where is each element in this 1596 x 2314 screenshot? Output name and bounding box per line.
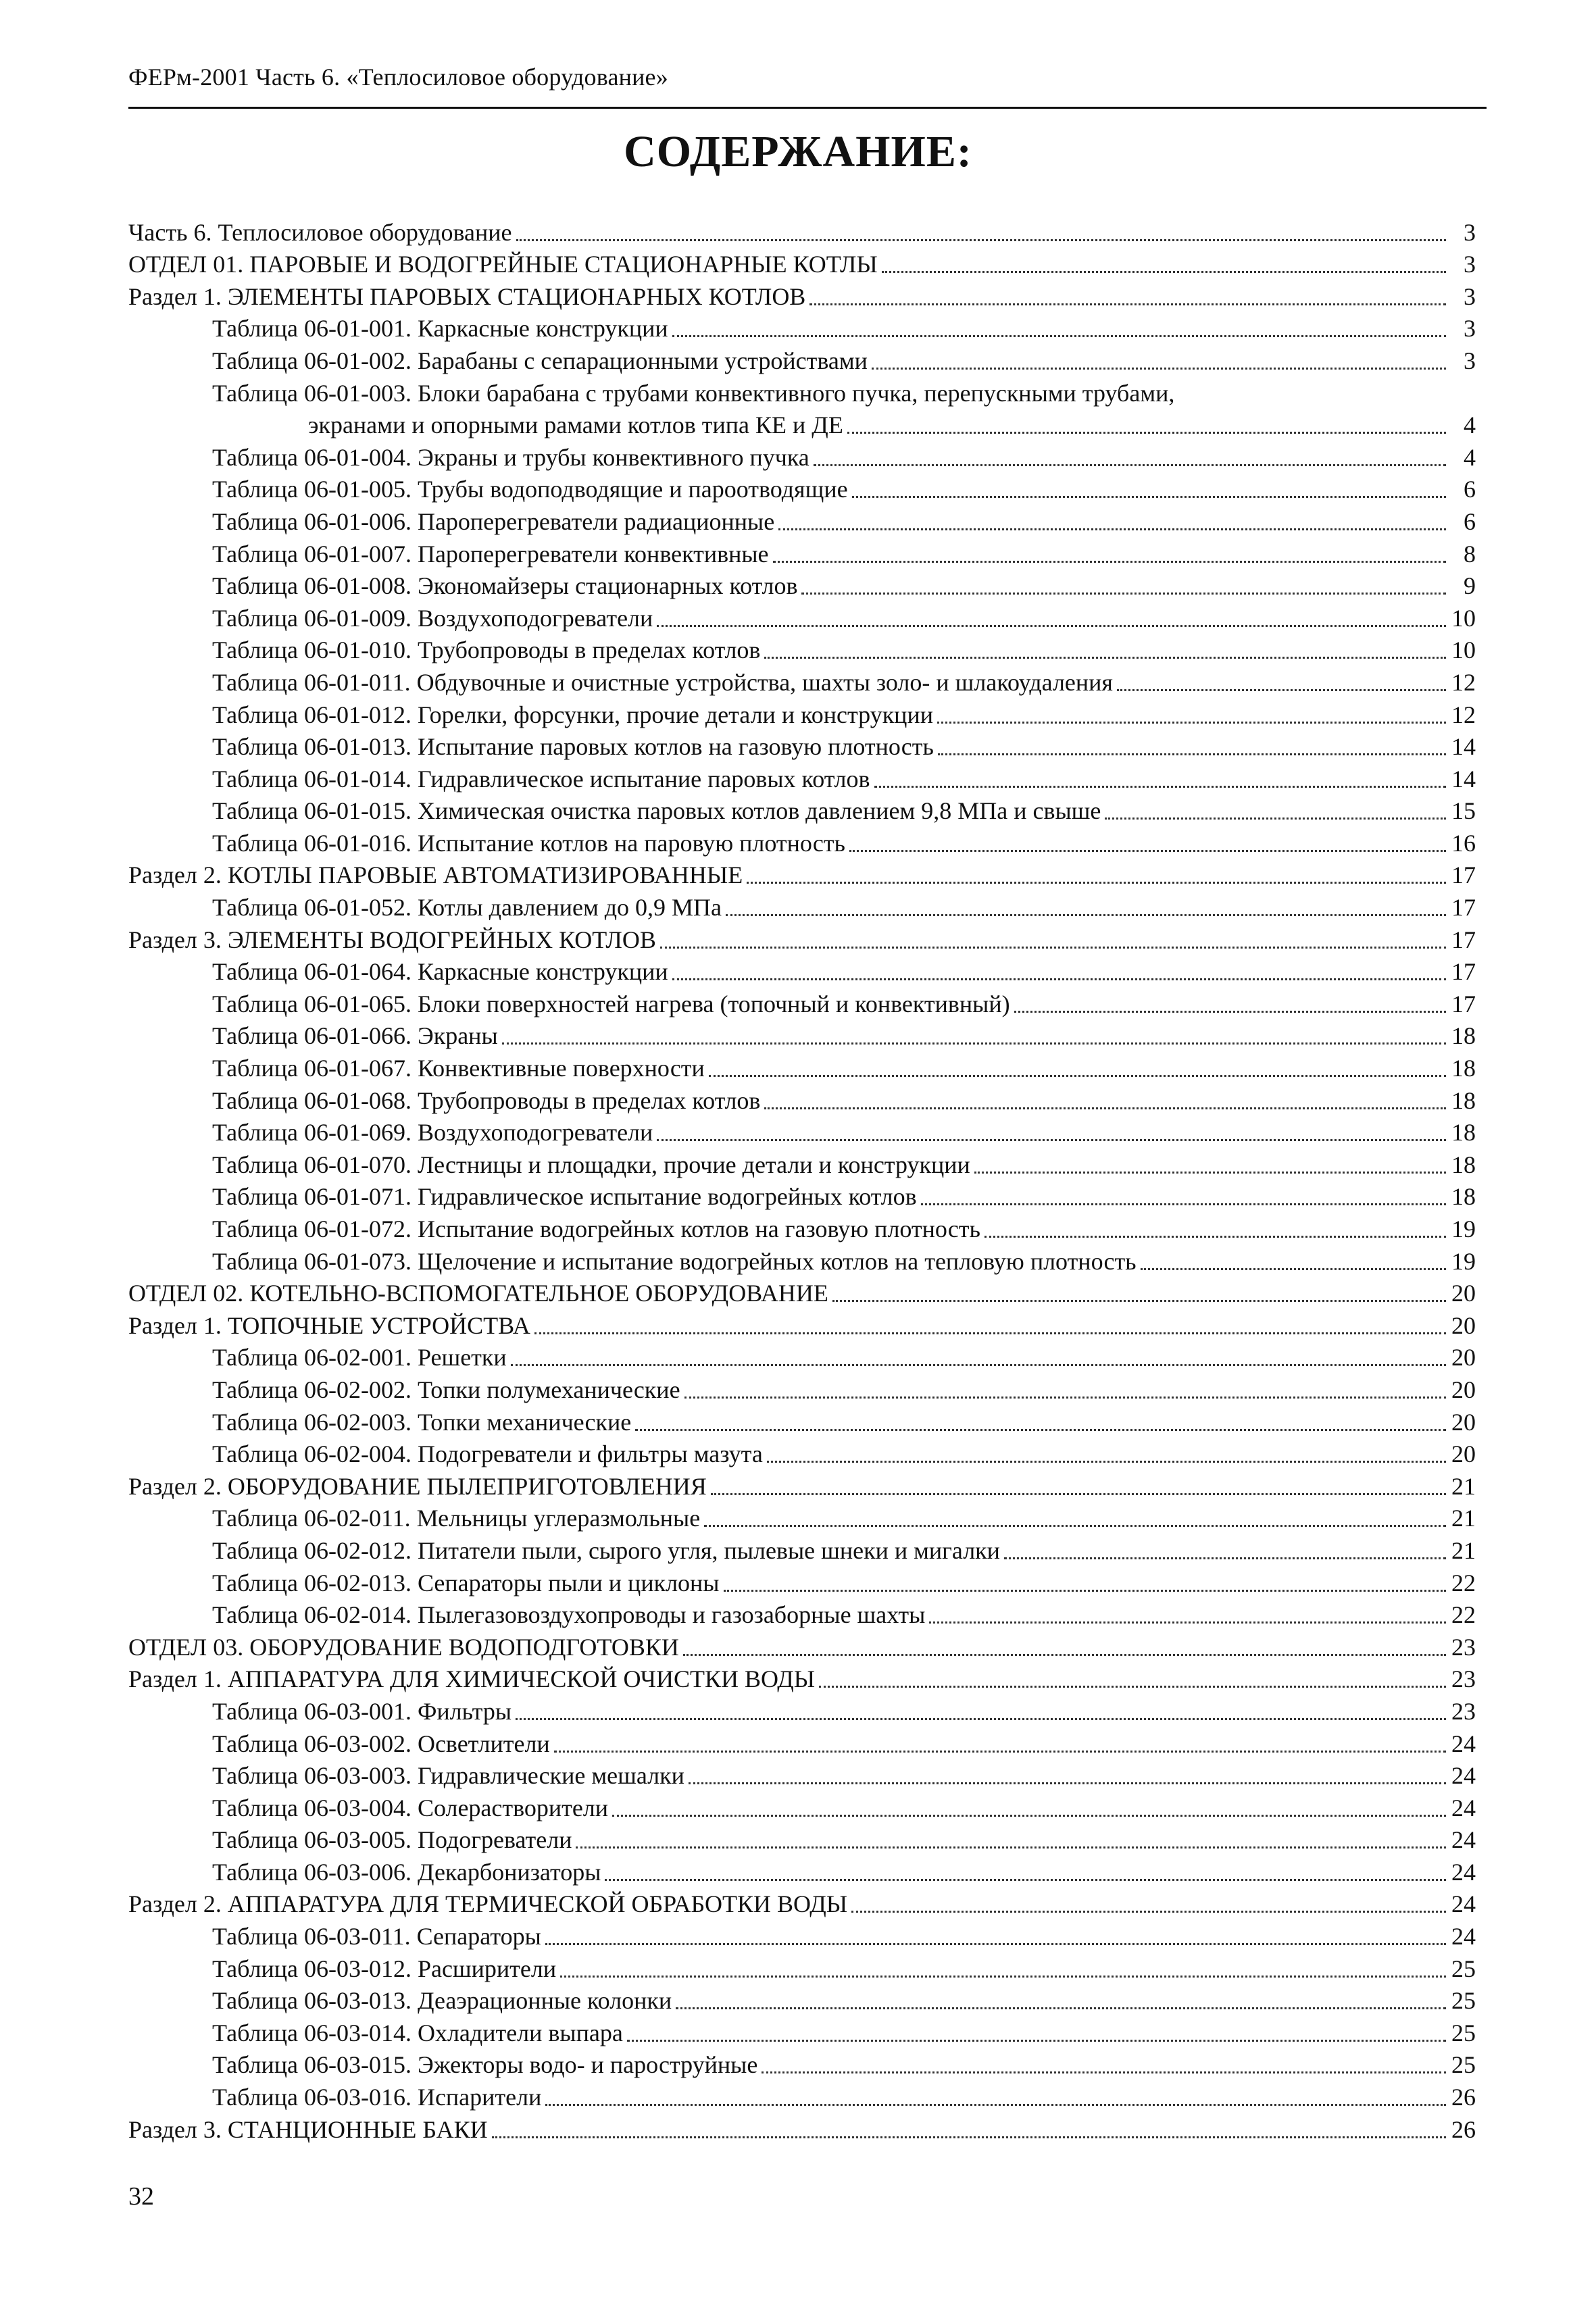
- toc-entry-text: Таблица 06-02-011. Мельницы углеразмольные: [212, 1505, 701, 1532]
- dot-leader: [801, 593, 1446, 595]
- toc-entry-text: Таблица 06-01-066. Экраны: [212, 1022, 498, 1050]
- dot-leader: [534, 1332, 1446, 1334]
- dot-leader: [709, 1075, 1446, 1077]
- toc-page-number: 20: [1451, 1376, 1476, 1403]
- toc-table-entry[interactable]: [128, 601, 1476, 633]
- toc-entry-text: Таблица 06-01-008. Экономайзеры стационарных котлов: [212, 572, 798, 600]
- running-header: ФЕРм-2001 Часть 6. «Теплосиловое оборудование»: [128, 64, 668, 91]
- dot-leader: [937, 722, 1446, 724]
- toc-entry-text: Таблица 06-01-052. Котлы давлением до 0,9 МПа: [212, 894, 722, 922]
- dot-leader: [1014, 1011, 1446, 1013]
- dot-leader: [657, 1139, 1446, 1141]
- toc-page-number: 14: [1451, 733, 1476, 761]
- toc-table-entry[interactable]: [128, 1759, 1476, 1791]
- toc-entry-text: Таблица 06-01-005. Трубы водоподводящие и пароотводящие: [212, 476, 848, 503]
- toc-entry-text: ОТДЕЛ 01. ПАРОВЫЕ И ВОДОГРЕЙНЫЕ СТАЦИОНАРНЫЕ КОТЛЫ: [128, 251, 878, 278]
- toc-table-entry[interactable]: [128, 1083, 1476, 1115]
- toc-entry-text: Раздел 2. КОТЛЫ ПАРОВЫЕ АВТОМАТИЗИРОВАННЫЕ: [128, 861, 743, 889]
- toc-section-entry[interactable]: [128, 247, 1476, 280]
- toc-entry-text: Таблица 06-01-015. Химическая очистка паровых котлов давлением 9,8 МПа и свыше: [212, 797, 1101, 825]
- dot-leader: [974, 1172, 1446, 1174]
- toc-entry-text: Таблица 06-02-003. Топки механические: [212, 1408, 632, 1436]
- toc-entry-text: Таблица 06-03-005. Подогреватели: [212, 1826, 572, 1854]
- dot-leader: [814, 464, 1446, 466]
- toc-entry-text: Раздел 1. ТОПОЧНЫЕ УСТРОЙСТВА: [128, 1311, 530, 1339]
- toc-table-entry[interactable]: [128, 794, 1476, 826]
- dot-leader: [560, 1976, 1446, 1978]
- toc-section-entry[interactable]: [128, 1308, 1476, 1340]
- dot-leader: [849, 850, 1446, 852]
- toc-page-number: 12: [1451, 668, 1476, 696]
- toc-page-number: 25: [1451, 2019, 1476, 2046]
- dot-leader: [874, 786, 1446, 788]
- table-of-contents: [128, 215, 1476, 2144]
- toc-section-entry[interactable]: [128, 215, 1476, 247]
- dot-leader: [676, 2007, 1446, 2009]
- toc-entry-text: Таблица 06-03-016. Испарители: [212, 2084, 542, 2111]
- toc-table-entry[interactable]: [128, 311, 1476, 344]
- toc-page-number: 15: [1451, 797, 1476, 825]
- toc-page-number: 3: [1464, 315, 1476, 343]
- toc-table-entry[interactable]: [128, 1790, 1476, 1823]
- toc-page-number: 25: [1451, 1955, 1476, 1982]
- toc-page-number: 3: [1464, 218, 1476, 246]
- dot-leader: [554, 1751, 1446, 1753]
- toc-page-number: 21: [1451, 1505, 1476, 1532]
- toc-page-number: 21: [1451, 1472, 1476, 1500]
- dot-leader: [516, 239, 1446, 241]
- dot-leader: [938, 753, 1446, 755]
- toc-entry-text: Таблица 06-02-002. Топки полумеханические: [212, 1376, 680, 1403]
- toc-entry-text: Таблица 06-03-001. Фильтры: [212, 1697, 512, 1725]
- toc-entry-text: Таблица 06-03-014. Охладители выпара: [212, 2019, 623, 2046]
- toc-page-number: 24: [1451, 1858, 1476, 1886]
- dot-leader: [502, 1042, 1446, 1045]
- dot-leader: [545, 1943, 1446, 1945]
- toc-table-entry[interactable]: [128, 1244, 1476, 1276]
- dot-leader: [819, 1686, 1446, 1688]
- toc-table-entry[interactable]: [128, 1823, 1476, 1855]
- toc-section-entry[interactable]: [128, 922, 1476, 955]
- toc-table-entry[interactable]: [128, 2048, 1476, 2080]
- toc-table-entry[interactable]: [128, 1951, 1476, 1984]
- dot-leader: [612, 1815, 1446, 1817]
- dot-leader: [747, 882, 1446, 884]
- toc-table-entry[interactable]: [128, 1565, 1476, 1598]
- toc-entry-text: Таблица 06-01-071. Гидравлическое испытание водогрейных котлов: [212, 1183, 917, 1211]
- toc-entry-text: Таблица 06-01-073. Щелочение и испытание водогрейных котлов на тепловую плотность: [212, 1247, 1137, 1275]
- toc-table-entry[interactable]: [128, 376, 1476, 440]
- toc-page-number: 25: [1451, 2051, 1476, 2079]
- toc-table-entry[interactable]: [128, 761, 1476, 794]
- dot-leader: [847, 432, 1446, 434]
- toc-page-number: 17: [1451, 926, 1476, 953]
- toc-entry-text: Раздел 1. АППАРАТУРА ДЛЯ ХИМИЧЕСКОЙ ОЧИСТКИ ВОДЫ: [128, 1665, 816, 1693]
- toc-table-entry[interactable]: [128, 665, 1476, 697]
- toc-section-entry[interactable]: [128, 1887, 1476, 1919]
- dot-leader: [1117, 689, 1446, 691]
- dot-leader: [683, 1654, 1446, 1656]
- dot-leader: [1004, 1557, 1446, 1559]
- dot-leader: [852, 496, 1446, 498]
- dot-leader: [684, 1397, 1446, 1399]
- toc-section-entry[interactable]: [128, 858, 1476, 890]
- toc-table-entry[interactable]: [128, 1533, 1476, 1565]
- toc-table-entry[interactable]: [128, 1501, 1476, 1534]
- dot-leader: [627, 2040, 1446, 2042]
- toc-table-entry[interactable]: [128, 1115, 1476, 1148]
- toc-table-entry[interactable]: [128, 697, 1476, 730]
- toc-entry-text: Таблица 06-02-014. Пылегазовоздухопроводы и газозаборные шахты: [212, 1601, 926, 1629]
- toc-entry-text: Таблица 06-03-004. Солерастворители: [212, 1794, 609, 1821]
- toc-entry-text: Таблица 06-03-003. Гидравлические мешалки: [212, 1762, 684, 1790]
- toc-page-number: 20: [1451, 1280, 1476, 1307]
- dot-leader: [773, 561, 1446, 563]
- toc-page-number: 23: [1451, 1665, 1476, 1693]
- toc-page-number: 3: [1464, 251, 1476, 278]
- toc-page-number: 23: [1451, 1697, 1476, 1725]
- toc-page-number: 10: [1451, 636, 1476, 664]
- toc-page-number: 18: [1451, 1022, 1476, 1050]
- toc-table-entry[interactable]: [128, 569, 1476, 601]
- dot-leader: [809, 303, 1446, 305]
- page-number: 32: [128, 2182, 154, 2211]
- toc-entry-text: ОТДЕЛ 02. КОТЕЛЬНО-ВСПОМОГАТЕЛЬНОЕ ОБОРУДОВАНИЕ: [128, 1280, 828, 1307]
- dot-leader: [689, 1782, 1446, 1784]
- toc-page-number: 20: [1451, 1344, 1476, 1372]
- toc-section-entry[interactable]: [128, 279, 1476, 311]
- toc-table-entry[interactable]: [128, 1726, 1476, 1759]
- toc-entry-text: ОТДЕЛ 03. ОБОРУДОВАНИЕ ВОДОПОДГОТОВКИ: [128, 1633, 679, 1661]
- toc-entry-text: Таблица 06-01-003. Блоки барабана с трубами конвективного пучка, перепускными трубами,: [212, 379, 1175, 407]
- toc-page-number: 18: [1451, 1183, 1476, 1211]
- page-title: СОДЕРЖАНИЕ:: [624, 127, 972, 176]
- toc-table-entry[interactable]: [128, 1919, 1476, 1951]
- toc-page-number: 4: [1464, 443, 1476, 471]
- dot-leader: [516, 1718, 1446, 1720]
- toc-entry-text: Таблица 06-03-006. Декарбонизаторы: [212, 1858, 601, 1886]
- toc-page-number: 6: [1464, 476, 1476, 503]
- toc-entry-text: Раздел 3. СТАНЦИОННЫЕ БАКИ: [128, 2115, 488, 2143]
- toc-page-number: 3: [1464, 347, 1476, 374]
- toc-table-entry[interactable]: [128, 955, 1476, 987]
- toc-page-number: 24: [1451, 1794, 1476, 1821]
- toc-page-number: 20: [1451, 1408, 1476, 1436]
- toc-table-entry[interactable]: [128, 1855, 1476, 1887]
- dot-leader: [672, 978, 1446, 980]
- dot-leader: [711, 1493, 1446, 1495]
- dot-leader: [764, 1107, 1446, 1109]
- toc-entry-text: Таблица 06-01-011. Обдувочные и очистные устройства, шахты золо- и шлакоудаления: [212, 668, 1113, 696]
- toc-entry-text: Таблица 06-01-068. Трубопроводы в пределах котлов: [212, 1086, 761, 1114]
- toc-page-number: 12: [1451, 701, 1476, 728]
- toc-page-number: 25: [1451, 1987, 1476, 2015]
- toc-page-number: 23: [1451, 1633, 1476, 1661]
- toc-entry-text: Таблица 06-01-001. Каркасные конструкции: [212, 315, 668, 343]
- toc-page-number: 20: [1451, 1440, 1476, 1468]
- toc-section-entry[interactable]: [128, 1469, 1476, 1501]
- toc-entry-text: Таблица 06-01-009. Воздухоподогреватели: [212, 604, 653, 632]
- toc-table-entry[interactable]: [128, 1694, 1476, 1726]
- toc-table-entry[interactable]: [128, 472, 1476, 505]
- toc-entry-text: Таблица 06-01-067. Конвективные поверхности: [212, 1055, 705, 1082]
- dot-leader: [851, 1911, 1446, 1913]
- toc-page-number: 18: [1451, 1086, 1476, 1114]
- toc-section-entry[interactable]: [128, 1276, 1476, 1309]
- toc-page-number: 20: [1451, 1311, 1476, 1339]
- toc-section-entry[interactable]: [128, 1630, 1476, 1662]
- toc-page-number: 19: [1451, 1215, 1476, 1242]
- toc-table-entry[interactable]: [128, 986, 1476, 1019]
- toc-table-entry[interactable]: [128, 2080, 1476, 2112]
- toc-table-entry[interactable]: [128, 1437, 1476, 1469]
- dot-leader: [660, 947, 1446, 949]
- toc-entry-text: Таблица 06-01-010. Трубопроводы в пределах котлов: [212, 636, 761, 664]
- toc-table-entry[interactable]: [128, 343, 1476, 376]
- dot-leader: [767, 1461, 1446, 1463]
- dot-leader: [921, 1203, 1446, 1205]
- toc-entry-text: Таблица 06-01-069. Воздухоподогреватели: [212, 1119, 653, 1147]
- toc-page-number: 24: [1451, 1826, 1476, 1854]
- dot-leader: [672, 335, 1446, 337]
- toc-page-number: 24: [1451, 1762, 1476, 1790]
- toc-table-entry[interactable]: [128, 730, 1476, 762]
- toc-page-number: 22: [1451, 1601, 1476, 1629]
- dot-leader: [605, 1879, 1446, 1881]
- toc-page-number: 26: [1451, 2084, 1476, 2111]
- toc-entry-text: Таблица 06-03-002. Осветлители: [212, 1730, 550, 1757]
- toc-table-entry[interactable]: [128, 1019, 1476, 1051]
- toc-entry-text: Таблица 06-01-016. Испытание котлов на паровую плотность: [212, 829, 845, 857]
- toc-entry-text: Таблица 06-03-015. Эжекторы водо- и пароструйные: [212, 2051, 758, 2079]
- dot-leader: [1105, 818, 1446, 820]
- dot-leader: [882, 271, 1446, 273]
- dot-leader: [764, 657, 1446, 659]
- dot-leader: [492, 2136, 1446, 2138]
- toc-entry-text: Таблица 06-01-072. Испытание водогрейных котлов на газовую плотность: [212, 1215, 980, 1242]
- toc-section-entry[interactable]: [128, 1662, 1476, 1694]
- toc-table-entry[interactable]: [128, 1340, 1476, 1373]
- toc-page-number: 17: [1451, 958, 1476, 986]
- dot-leader: [929, 1621, 1446, 1624]
- toc-table-entry[interactable]: [128, 1405, 1476, 1437]
- toc-entry-text: Таблица 06-03-012. Расширители: [212, 1955, 557, 1982]
- toc-page-number: 16: [1451, 829, 1476, 857]
- toc-entry-text: Раздел 2. АППАРАТУРА ДЛЯ ТЕРМИЧЕСКОЙ ОБРАБОТКИ ВОДЫ: [128, 1890, 848, 1918]
- toc-page-number: 18: [1451, 1055, 1476, 1082]
- toc-entry-text: Таблица 06-02-013. Сепараторы пыли и циклоны: [212, 1569, 720, 1596]
- toc-page-number: 24: [1451, 1730, 1476, 1757]
- toc-entry-text: Таблица 06-03-013. Деаэрационные колонки: [212, 1987, 672, 2015]
- toc-table-entry[interactable]: [128, 504, 1476, 536]
- toc-table-entry[interactable]: [128, 1372, 1476, 1405]
- toc-table-entry[interactable]: [128, 536, 1476, 569]
- dot-leader: [704, 1525, 1446, 1527]
- toc-entry-text-continued: экранами и опорными рамами котлов типа КЕ и ДЕ: [308, 411, 843, 439]
- toc-entry-text: Таблица 06-01-006. Пароперегреватели радиационные: [212, 507, 775, 535]
- dot-leader: [762, 2071, 1446, 2073]
- toc-table-entry[interactable]: [128, 1211, 1476, 1244]
- toc-page-number: 17: [1451, 990, 1476, 1017]
- toc-entry-text: Таблица 06-01-014. Гидравлическое испытание паровых котлов: [212, 765, 870, 793]
- dot-leader: [778, 528, 1446, 530]
- dot-leader: [832, 1300, 1446, 1302]
- toc-entry-text: Таблица 06-01-004. Экраны и трубы конвективного пучка: [212, 443, 809, 471]
- toc-page-number: 21: [1451, 1536, 1476, 1564]
- toc-page-number: 22: [1451, 1569, 1476, 1596]
- toc-page-number: 18: [1451, 1151, 1476, 1178]
- toc-page-number: 24: [1451, 1890, 1476, 1918]
- toc-page-number: 6: [1464, 507, 1476, 535]
- toc-entry-text: Таблица 06-01-064. Каркасные конструкции: [212, 958, 668, 986]
- toc-table-entry[interactable]: [128, 890, 1476, 922]
- dot-leader: [635, 1429, 1446, 1431]
- toc-page-number: 26: [1451, 2115, 1476, 2143]
- dot-leader: [872, 368, 1446, 370]
- dot-leader: [1141, 1268, 1446, 1270]
- toc-entry-text: Таблица 06-03-011. Сепараторы: [212, 1923, 541, 1951]
- toc-page-number: 10: [1451, 604, 1476, 632]
- toc-page-number: 19: [1451, 1247, 1476, 1275]
- header-rule: [128, 107, 1487, 109]
- toc-page-number: 4: [1464, 411, 1476, 439]
- dot-leader: [545, 2104, 1446, 2106]
- toc-table-entry[interactable]: [128, 633, 1476, 665]
- toc-table-entry[interactable]: [128, 1051, 1476, 1083]
- toc-entry-text: Таблица 06-01-012. Горелки, форсунки, прочие детали и конструкции: [212, 701, 933, 728]
- dot-leader: [984, 1236, 1446, 1238]
- dot-leader: [726, 914, 1446, 916]
- dot-leader: [511, 1364, 1446, 1366]
- toc-entry-text: Таблица 06-01-007. Пароперегреватели конвективные: [212, 540, 769, 568]
- toc-entry-text: Часть 6. Теплосиловое оборудование: [128, 218, 512, 246]
- toc-table-entry[interactable]: [128, 440, 1476, 472]
- toc-table-entry[interactable]: [128, 826, 1476, 858]
- toc-page-number: 17: [1451, 861, 1476, 889]
- dot-leader: [576, 1846, 1446, 1848]
- toc-entry-text: Таблица 06-01-002. Барабаны с сепарационными устройствами: [212, 347, 868, 374]
- toc-page-number: 14: [1451, 765, 1476, 793]
- toc-page-number: 18: [1451, 1119, 1476, 1147]
- toc-entry-text: Раздел 2. ОБОРУДОВАНИЕ ПЫЛЕПРИГОТОВЛЕНИЯ: [128, 1472, 707, 1500]
- toc-entry-text: Таблица 06-02-004. Подогреватели и фильтры мазута: [212, 1440, 763, 1468]
- toc-section-entry[interactable]: [128, 2112, 1476, 2144]
- toc-page-number: 8: [1464, 540, 1476, 568]
- toc-page-number: 9: [1464, 572, 1476, 600]
- toc-table-entry[interactable]: [128, 1984, 1476, 2016]
- toc-page-number: 24: [1451, 1923, 1476, 1951]
- toc-table-entry[interactable]: [128, 1598, 1476, 1630]
- toc-entry-text: Раздел 3. ЭЛЕМЕНТЫ ВОДОГРЕЙНЫХ КОТЛОВ: [128, 926, 656, 953]
- toc-entry-text: Раздел 1. ЭЛЕМЕНТЫ ПАРОВЫХ СТАЦИОНАРНЫХ КОТЛОВ: [128, 282, 806, 310]
- toc-page-number: 3: [1464, 282, 1476, 310]
- toc-entry-text: Таблица 06-01-065. Блоки поверхностей нагрева (топочный и конвективный): [212, 990, 1010, 1017]
- toc-entry-text: Таблица 06-02-012. Питатели пыли, сырого угля, пылевые шнеки и мигалки: [212, 1536, 1000, 1564]
- toc-entry-text: Таблица 06-02-001. Решетки: [212, 1344, 507, 1372]
- toc-entry-text: Таблица 06-01-013. Испытание паровых котлов на газовую плотность: [212, 733, 934, 761]
- toc-table-entry[interactable]: [128, 2015, 1476, 2048]
- toc-table-entry[interactable]: [128, 1147, 1476, 1180]
- toc-entry-text: Таблица 06-01-070. Лестницы и площадки, прочие детали и конструкции: [212, 1151, 970, 1178]
- toc-page-number: 17: [1451, 894, 1476, 922]
- dot-leader: [657, 625, 1446, 627]
- dot-leader: [724, 1590, 1447, 1592]
- toc-table-entry[interactable]: [128, 1180, 1476, 1212]
